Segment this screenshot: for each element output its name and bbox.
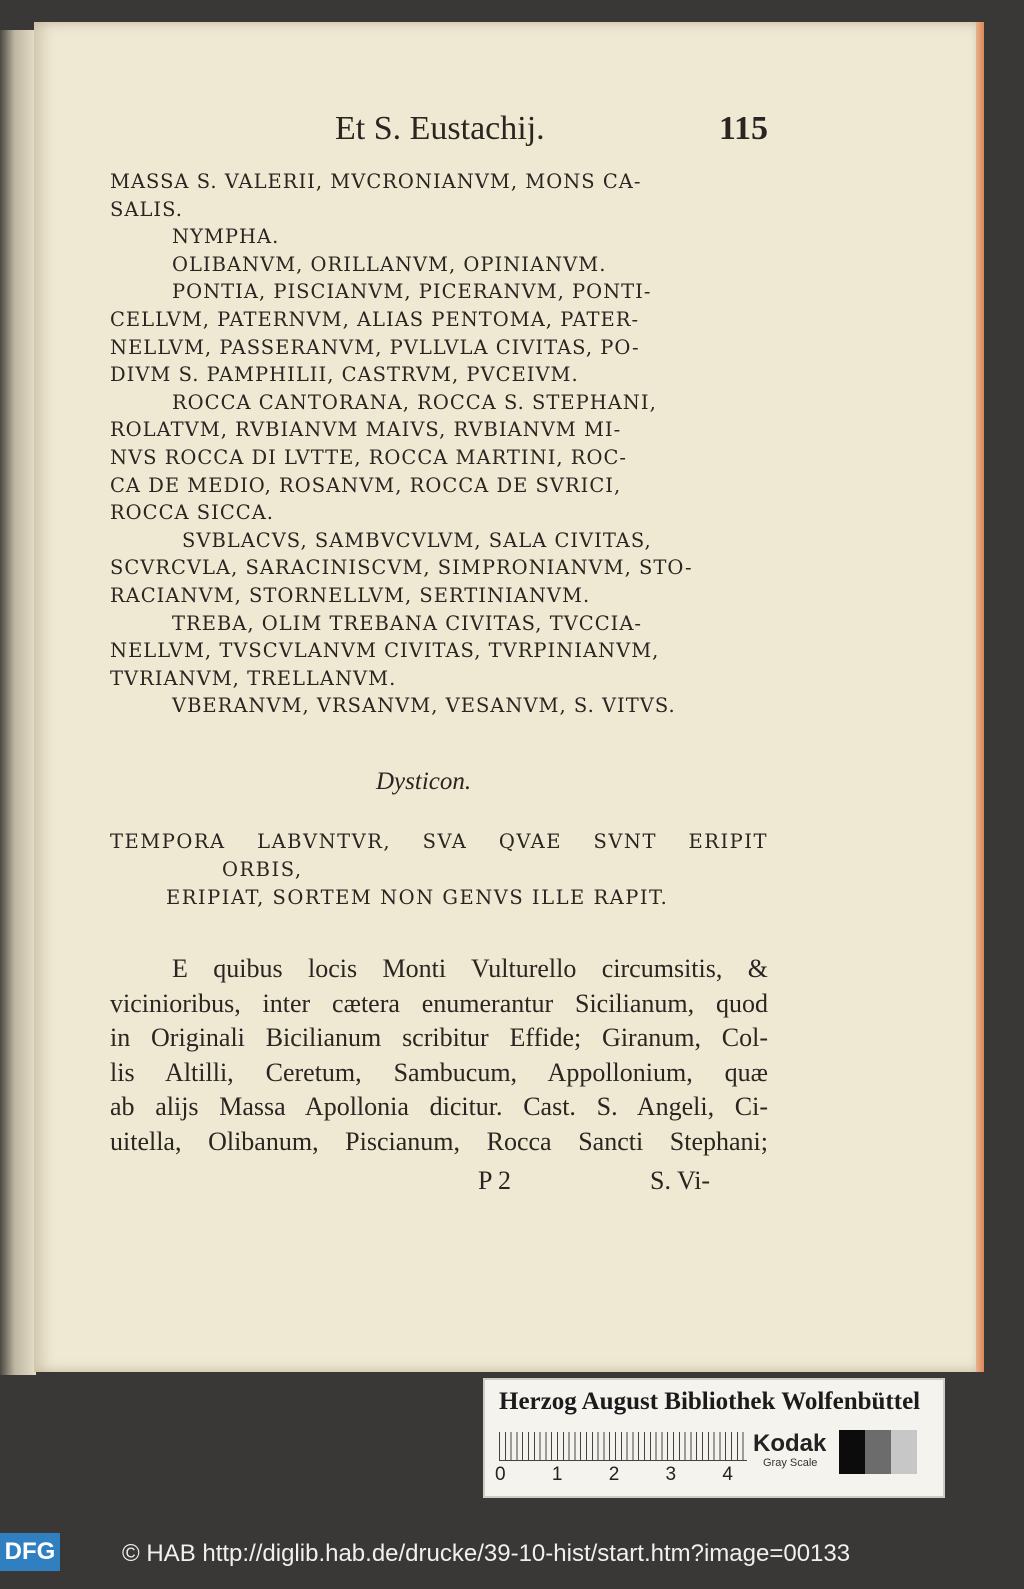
list-line: SCVRCVLA, SARACINISCVM, SIMPRONIANVM, STO- — [110, 556, 693, 580]
verse-line: ERIPIAT, SORTEM NON GENVS ILLE RAPIT. — [166, 886, 669, 909]
page-footer-line — [110, 1166, 768, 1196]
list-line: SVBLACVS, SAMBVCVLVM, SALA CIVITAS, — [182, 528, 652, 552]
gray-swatch — [865, 1430, 891, 1474]
list-line: RACIANVM, STORNELLVM, SERTINIANVM. — [110, 583, 591, 607]
list-line: MASSA S. VALERII, MVCRONIANVM, MONS CA- — [110, 170, 642, 193]
list-line: ROLATVM, RVBIANVM MAIVS, RVBIANVM MI- — [110, 418, 622, 442]
list-line: NELLVM, PASSERANVM, PVLLVLA CIVITAS, PO- — [110, 335, 640, 359]
ruler-scale — [499, 1432, 747, 1461]
list-line: NYMPHA. — [172, 225, 280, 249]
body-line: vicinioribus, inter cætera enumerantur Sicilianum, quod — [110, 988, 768, 1018]
place-name-list — [110, 168, 768, 720]
page-number: 115 — [718, 110, 768, 147]
distich-verse — [110, 828, 768, 912]
list-line: DIVM S. PAMPHILII, CASTRVM, PVCEIVM. — [110, 363, 579, 387]
list-line: CELLVM, PATERNVM, ALIAS PENTOMA, PATER- — [110, 307, 640, 331]
list-line: TVRIANVM, TRELLANVM. — [110, 666, 397, 690]
copyright-link[interactable]: © HAB http://diglib.hab.de/drucke/39-10-hist/start.htm?image=00133 — [122, 1540, 851, 1567]
list-line: NVS ROCCA DI LVTTE, ROCCA MARTINI, ROC- — [110, 445, 627, 469]
list-line: ROCCA CANTORANA, ROCCA S. STEPHANI, — [172, 390, 657, 414]
body-line: ab alijs Massa Apollonia dicitur. Cast. S. Angeli, Ci- — [110, 1092, 768, 1121]
page-fore-edge — [976, 22, 984, 1372]
ruler-number: 0 — [495, 1464, 506, 1485]
body-line: uitella, Olibanum, Piscianum, Rocca Sancti Stephani; — [110, 1126, 768, 1156]
gray-swatches — [839, 1430, 917, 1474]
list-line: NELLVM, TVSCVLANVM CIVITAS, TVRPINIANVM, — [110, 639, 660, 663]
ruler-number: 2 — [608, 1464, 620, 1485]
list-line: ROCCA SICCA. — [110, 501, 274, 525]
ruler-number: 3 — [665, 1464, 677, 1485]
body-paragraph — [110, 952, 768, 1159]
library-color-card — [483, 1378, 945, 1498]
list-line: SALIS. — [110, 197, 183, 221]
signature-mark: P 2 — [478, 1166, 511, 1195]
ruler-numbers — [495, 1464, 755, 1486]
list-line: CA DE MEDIO, ROSANVM, ROCCA DE SVRICI, — [110, 473, 622, 497]
list-line: OLIBANVM, ORILLANVM, OPINIANVM. — [172, 252, 607, 276]
gray-scale-label: Gray Scale — [763, 1457, 818, 1469]
ruler-number: 1 — [551, 1464, 563, 1485]
kodak-logo: Kodak — [753, 1430, 827, 1457]
book-left-edge — [0, 30, 36, 1375]
gray-swatch — [891, 1430, 917, 1474]
list-line: VBERANVM, VRSANVM, VESANVM, S. VITVS. — [172, 694, 676, 718]
catchword: S. Vi- — [650, 1166, 711, 1195]
distich-heading: Dysticon. — [376, 768, 472, 795]
verse-line: TEMPORA LABVNTVR, SVA QVAE SVNT ERIPIT — [110, 830, 768, 853]
ruler-number: 4 — [722, 1464, 733, 1485]
running-title: Et S. Eustachij. — [335, 110, 545, 147]
body-line: lis Altilli, Ceretum, Sambucum, Appollonium, quæ — [110, 1057, 768, 1087]
body-line: E quibus locis Monti Vulturello circumsitis, & — [172, 954, 768, 983]
verse-line: ORBIS, — [222, 858, 303, 881]
dfg-logo: DFG — [0, 1533, 60, 1571]
list-line: PONTIA, PISCIANVM, PICERANVM, PONTI- — [172, 280, 652, 304]
body-line: in Originali Bicilianum scribitur Effide; Giranum, Col- — [110, 1023, 768, 1052]
page-header — [110, 110, 768, 160]
library-name: Herzog August Bibliothek Wolfenbüttel — [499, 1388, 921, 1415]
list-line: TREBA, OLIM TREBANA CIVITAS, TVCCIA- — [172, 611, 643, 635]
gray-swatch — [839, 1430, 865, 1474]
